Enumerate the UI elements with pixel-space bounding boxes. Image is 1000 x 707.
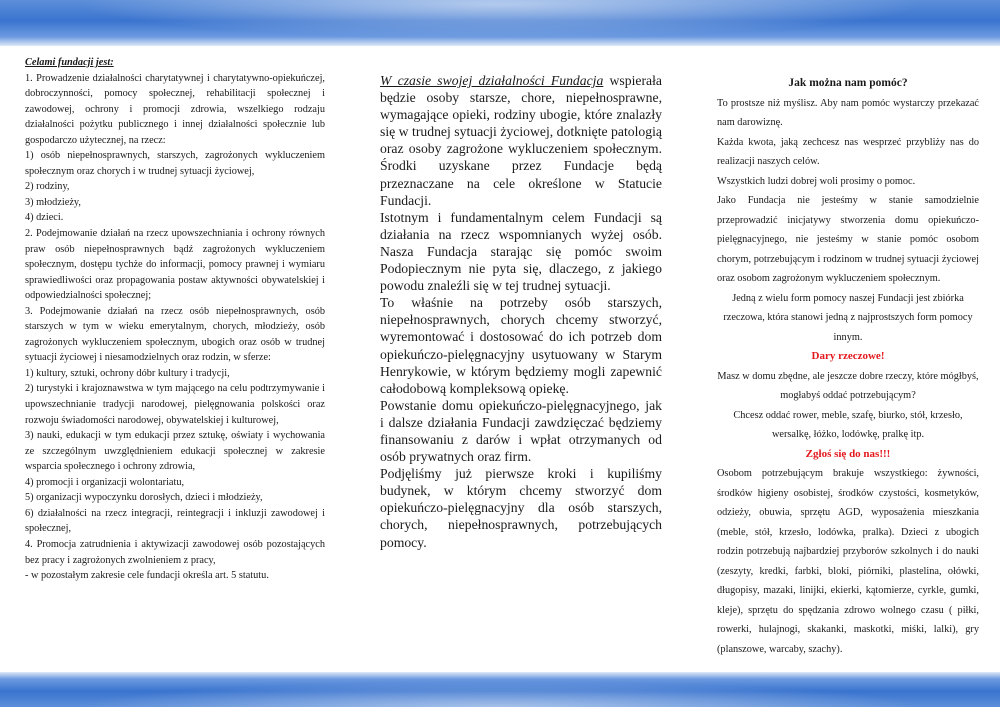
header-band — [0, 0, 1000, 46]
help-paragraph: Każda kwota, jaką zechcesz nas wesprzeć przybliży nas do realizacji naszych celów. — [717, 136, 979, 167]
activity-lead: W czasie swojej działalności Fundacja — [380, 73, 604, 88]
help-paragraph: Chcesz oddać rower, meble, szafę, biurko, stół, krzesło, wersalkę, łóżko, lodówkę, pralkę itp. — [733, 409, 963, 440]
goals-item: 4. Promocja zatrudnienia i aktywizacji zawodowej osób pozostających bez pracy i zagrożonych zwolnieniem z pracy, — [25, 538, 325, 566]
activity-lead-rest: wspierała będzie osoby starsze, chore, niepełnosprawne, wymagające opieki, rodziny ubogie, które znalazły się w trudnej sytuacji życiowej, dotknięte patologią oraz osoby zagrożone wykluczeniem społecznym. Środki uzyskane przez Fundacje będą przeznaczane na cele określone w Statucie Fundacji. — [380, 73, 662, 208]
activity-paragraph-4: Powstanie domu opiekuńczo-pielęgnacyjnego, jak i dalsze działania Fundacji zawdzięczać będziemy finansowaniu z darów i wpłat otrzymanych od osób prywatnych oraz firm. — [380, 397, 662, 465]
help-paragraph: Wszystkich ludzi dobrej woli prosimy o pomoc. — [717, 175, 916, 187]
needs-paragraph: Osobom potrzebującym brakuje wszystkiego: żywności, środków higieny osobistej, środków czystości, kosmetyków, odzieży, obuwia, sprzętu AGD, wyposażenia mieszkania (meble, stół, krzesło, lodówka, pralka). Dzieci z ubogich rodzin potrzebują najbardziej przyborów szkolnych i do nauki (zeszyty, kredki, farbki, bloki, piórniki, plastelina, ołówki, długopisy, mazaki, linijki, ekierki, kątomierze, cyrkle, gumki, kleje), sprzętu do spędzania zdrowo wolnego czasu ( piłki, rowerki, hulajnogi, skakanki, maskotki, miśki, lalki), gry (planszowe, warcaby, szachy). — [717, 468, 979, 655]
goals-item: 2) turystyki i krajoznawstwa w tym mającego na celu podtrzymywanie i upowszechnianie tradycji narodowej, pielęgnowania polskości oraz rozwoju świadomości narodowej, obywatelskiej i kulturowej, — [25, 383, 325, 426]
goals-item: 3) młodzieży, — [25, 196, 81, 208]
goals-item: 1) kultury, sztuki, ochrony dóbr kultury i tradycji, — [25, 367, 230, 379]
help-paragraph: Jako Fundacja nie jesteśmy w stanie samodzielnie przeprowadzić inicjatywy stworzenia domu opiekuńczo-pielęgnacyjnego, nie jesteśmy w stanie pomóc osobom chorym, potrzebującym i rodzinom w trudnej sytuacji życiowej oraz osobom zagrożonym wykluczeniem społecznym. — [717, 195, 979, 284]
goals-item: 5) organizacji wypoczynku dorosłych, dzieci i młodzieży, — [25, 492, 263, 504]
activity-paragraph-3: To właśnie na potrzeby osób starszych, niepełnosprawnych, chorych chcemy stworzyć, wyremontować i dostosować do ich potrzeb dom opiekuńczo-pielęgnacyjny usytuowany w Starym Henrykowie, w którym będziemy mogli zapewnić całodobową kompleksową opiekę. — [380, 295, 662, 396]
help-paragraph: Jedną z wielu form pomocy naszej Fundacji jest zbiórka rzeczowa, która stanowi jedną z najprostszych form pomocy innym. — [723, 292, 973, 343]
goals-item: 4) promocji i organizacji wolontariatu, — [25, 476, 185, 488]
footer-band — [0, 672, 1000, 707]
goals-item: 1. Prowadzenie działalności charytatywnej i charytatywno-opiekuńczej, dobroczynności, pomocy społecznej, rehabilitacji społecznej i zawodowej, ochrony i promocji zdrowia, wszelkiego rodzaju działalności pożytku publicznego i innej działalności społecznie lub gospodarczo użytecznej, na rzecz: — [25, 72, 325, 146]
help-title: Jak można nam pomóc? — [788, 77, 908, 89]
help-paragraph: To prostsze niż myślisz. Aby nam pomóc wystarczy przekazać nam darowiznę. — [717, 97, 979, 128]
goals-heading: Celami fundacji jest: — [25, 57, 114, 68]
help-paragraph: Masz w domu zbędne, ale jeszcze dobre rzeczy, które mógłbyś, mogłabyś oddać potrzebującym? — [717, 370, 979, 401]
activity-paragraph-5: Podjęliśmy już pierwsze kroki i kupiliśmy budynek, w którym chcemy stworzyć dom opiekuńczo-pielęgnacyjny dla osób starszych, chorych, niepełnosprawnych, potrzebujących pomocy. — [380, 466, 662, 550]
donations-callout: Dary rzeczowe! — [811, 350, 885, 362]
goals-item: 4) dzieci. — [25, 212, 64, 224]
column-help — [717, 74, 979, 659]
activity-paragraph-2: Istotnym i fundamentalnym celem Fundacji są działania na rzecz wspomnianych wyżej osób. Nasza Fundacja starając się pomóc swoim Podopiecznym nie pyta się, dlaczego, z jakiego powodu znaleźli się w tej trudnej sytuacji. — [380, 209, 662, 294]
goals-item: 3. Podejmowanie działań na rzecz osób niepełnosprawnych, osób starszych w tym w wieku emerytalnym, chorych, młodzieży, osób zagrożonych wykluczeniem społecznym, ubogich oraz osób w trudnej sytuacji życiowej i niesamodzielnych oraz rodzin, w sferze: — [25, 305, 325, 364]
goals-item: 1) osób niepełnosprawnych, starszych, zagrożonych wykluczeniem społecznym oraz chorych i w trudnej sytuacji życiowej, — [25, 150, 325, 177]
goals-item: 6) działalności na rzecz integracji, reintegracji i inkluzji zawodowej i społecznej, — [25, 507, 325, 535]
column-goals — [25, 55, 325, 584]
goals-item: 3) nauki, edukacji w tym edukacji przez sztukę, oświaty i wychowania ze szczególnym uwzględnieniem edukacji społecznej w zakresie wsparcia społecznego i ochrony zdrowia, — [25, 430, 325, 473]
contact-callout: Zgłoś się do nas!!! — [805, 447, 891, 460]
column-activity — [380, 72, 662, 551]
goals-item: - w pozostałym zakresie cele fundacji określa art. 5 statutu. — [25, 570, 269, 582]
goals-item: 2. Podejmowanie działań na rzecz upowszechniania i ochrony równych praw osób niepełnosprawnych bądź zagrożonych wykluczeniem społecznym, dostępu tychże do informacji, pomocy prawnej i wymiaru sprawiedliwości oraz propagowania postaw aktywności obywatelskiej i odpowiedzialności społecznej; — [25, 228, 325, 302]
activity-paragraph-1 — [380, 72, 662, 209]
goals-item: 2) rodziny, — [25, 181, 70, 193]
